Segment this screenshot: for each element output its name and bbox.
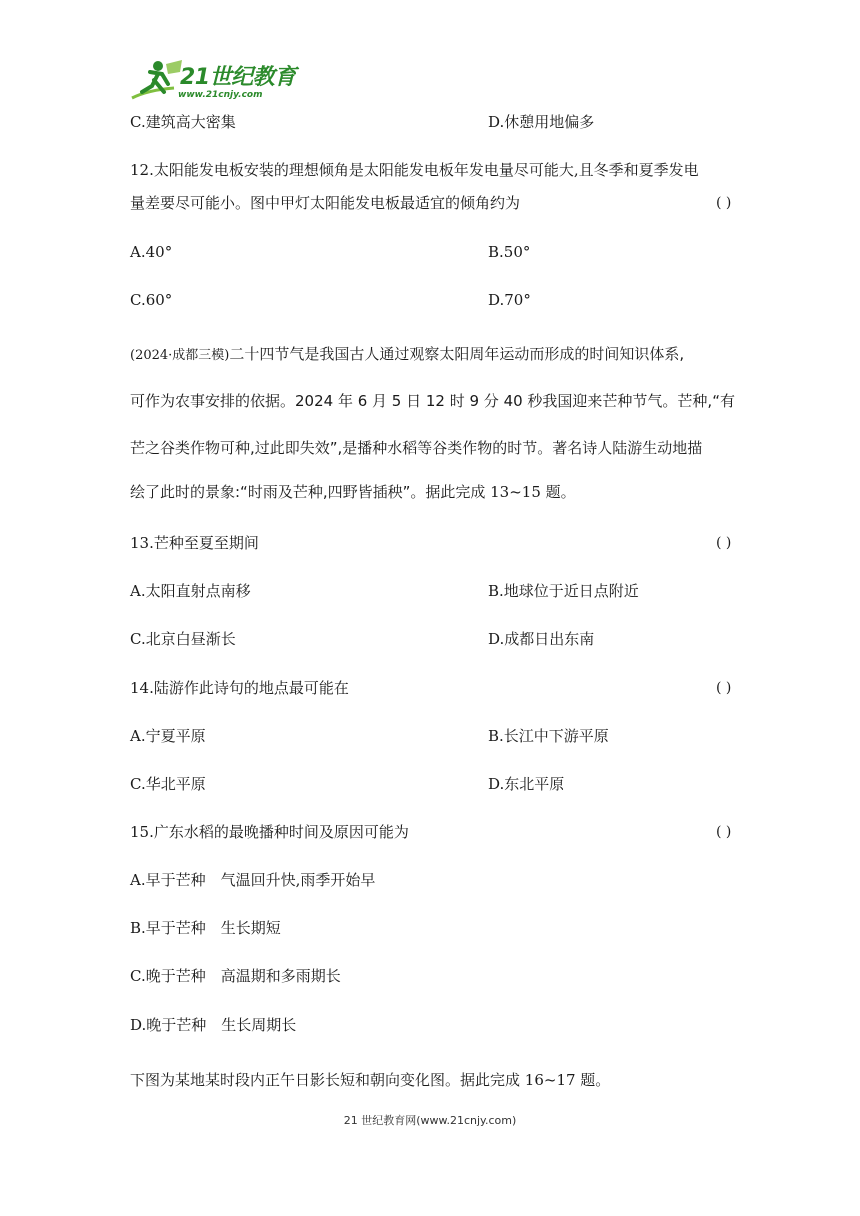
- q14-option-c: C.华北平原: [130, 775, 206, 793]
- q13-stem: 13.芒种至夏至期间: [130, 534, 259, 552]
- material1-source: (2024·成都三模): [130, 348, 230, 363]
- q15-answer-paren: ( ): [716, 824, 732, 840]
- q12-option-b: B.50°: [488, 243, 531, 261]
- q14-option-d: D.东北平原: [488, 775, 565, 793]
- material1-text4b: 据此完成 13~15 题。: [425, 483, 576, 501]
- q12-stem-line1: 12.太阳能发电板安装的理想倾角是太阳能发电板年发电量尽可能大,且冬季和夏季发电: [130, 161, 699, 179]
- q12-option-c: C.60°: [130, 291, 173, 309]
- q15-option-b: B.早于芒种 生长期短: [130, 919, 281, 937]
- material1-line4: [130, 482, 576, 502]
- q14-option-b: B.长江中下游平原: [488, 727, 609, 745]
- q11-option-d: D.休憩用地偏多: [488, 113, 595, 131]
- q14-stem: 14.陆游作此诗句的地点最可能在: [130, 679, 349, 697]
- material1-line2: 可作为农事安排的依据。2024 年 6 月 5 日 12 时 9 分 40 秒我国迎来芒种节气。芒种,“有: [130, 392, 735, 410]
- material2-text1b: 据此完成 16~17 题。: [460, 1071, 611, 1089]
- q12-answer-paren: ( ): [716, 195, 732, 211]
- logo-text: 21世纪教育: [180, 65, 296, 90]
- material1-line1: [130, 344, 684, 366]
- q12-option-d: D.70°: [488, 291, 531, 309]
- q13-option-b: B.地球位于近日点附近: [488, 582, 639, 600]
- q15-option-c: C.晚于芒种 高温期和多雨期长: [130, 967, 341, 985]
- runner-logo-icon: [128, 58, 184, 104]
- material1-text1: 二十四节气是我国古人通过观察太阳周年运动而形成的时间知识体系,: [229, 345, 685, 363]
- q14-option-a: A.宁夏平原: [130, 727, 206, 745]
- material1-text4: 绘了此时的景象:“时雨及芒种,四野皆插秧”。: [130, 483, 426, 501]
- material1-line3: 芒之谷类作物可种,过此即失效”,是播种水稻等谷类作物的时节。著名诗人陆游生动地描: [130, 439, 703, 457]
- q12-stem-line2: 量差要尽可能小。图中甲灯太阳能发电板最适宜的倾角约为: [130, 194, 521, 212]
- logo-url: www.21cnjy.com: [178, 90, 263, 100]
- q14-answer-paren: ( ): [716, 680, 732, 696]
- q15-option-d: D.晚于芒种 生长周期长: [130, 1016, 297, 1034]
- q13-answer-paren: ( ): [716, 535, 732, 551]
- q13-option-a: A.太阳直射点南移: [130, 582, 251, 600]
- page-footer: 21 世纪教育网(www.21cnjy.com): [343, 1114, 517, 1127]
- material2-text1: 下图为某地某时段内正午日影长短和朝向变化图。: [130, 1071, 461, 1089]
- q13-option-d: D.成都日出东南: [488, 630, 595, 648]
- q12-option-a: A.40°: [130, 243, 173, 261]
- material2-line1: [130, 1070, 610, 1090]
- q13-option-c: C.北京白昼渐长: [130, 630, 236, 648]
- q15-option-a: A.早于芒种 气温回升快,雨季开始早: [130, 871, 376, 889]
- logo: [128, 58, 298, 106]
- q11-option-c: C.建筑高大密集: [130, 113, 236, 131]
- q15-stem: 15.广东水稻的最晚播种时间及原因可能为: [130, 823, 409, 841]
